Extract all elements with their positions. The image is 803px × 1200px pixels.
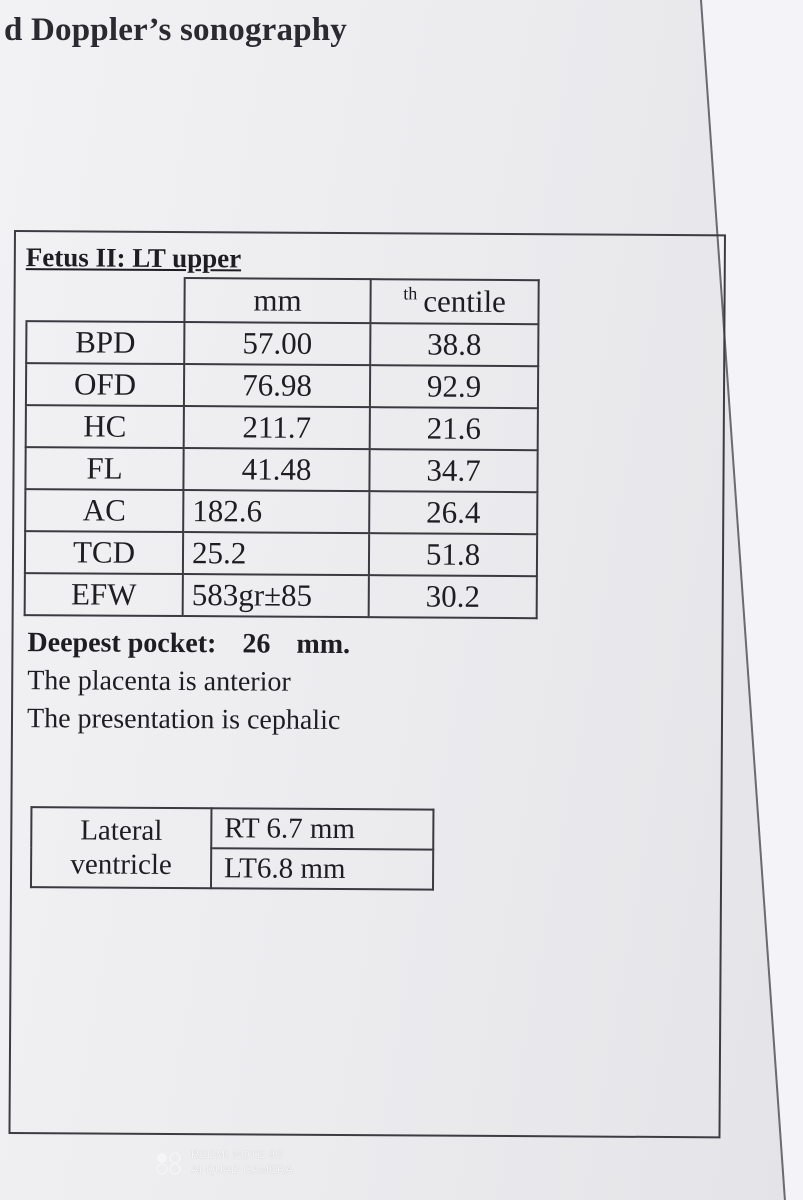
row-label: TCD <box>25 531 183 574</box>
row-centile: 30.2 <box>369 575 537 618</box>
row-label: OFD <box>26 363 184 406</box>
row-mm: 25.2 <box>183 532 369 575</box>
fetus-title: Fetus II: LT upper <box>25 242 242 274</box>
deepest-pocket-label: Deepest pocket: <box>27 627 217 660</box>
deepest-pocket-unit: mm. <box>296 628 351 661</box>
row-mm: 76.98 <box>184 364 370 407</box>
watermark-line2: AI QUAD CAMERA <box>191 1164 294 1176</box>
watermark-line1: REDMI NOTE 9S <box>191 1149 284 1161</box>
row-label: FL <box>25 447 183 490</box>
table-row <box>26 405 538 450</box>
biometry-table <box>24 276 540 619</box>
row-centile: 34.7 <box>369 449 537 492</box>
lt-ventricle-value: LT6.8 mm <box>211 848 433 889</box>
row-mm: 583gr±85 <box>183 574 369 617</box>
table-row <box>26 363 538 408</box>
presentation-note: The presentation is cephalic <box>26 703 341 737</box>
table-row <box>25 573 537 618</box>
table-row <box>25 489 537 534</box>
lateral-ventricle-label-line2: ventricle <box>70 848 172 881</box>
fetus-report-box <box>8 230 726 1138</box>
table-row <box>25 531 537 576</box>
row-centile: 92.9 <box>370 365 538 408</box>
table-row <box>31 807 433 849</box>
row-mm: 182.6 <box>183 490 369 533</box>
lateral-ventricle-label <box>31 807 211 888</box>
page-heading: d Doppler’s sonography <box>4 12 348 48</box>
row-centile: 51.8 <box>369 533 537 576</box>
row-mm: 211.7 <box>184 406 370 449</box>
row-centile: 21.6 <box>370 407 538 450</box>
header-centile <box>370 279 538 324</box>
table-row <box>25 447 537 492</box>
row-centile: 38.8 <box>370 323 538 366</box>
header-centile-sup: th <box>403 283 418 304</box>
lateral-ventricle-table <box>30 806 434 890</box>
row-label: BPD <box>26 321 184 364</box>
row-centile: 26.4 <box>369 491 537 534</box>
row-mm: 57.00 <box>184 322 370 365</box>
findings-notes <box>27 624 350 740</box>
header-empty-cell <box>26 277 184 322</box>
header-centile-label: centile <box>423 283 506 320</box>
row-label: HC <box>26 405 184 448</box>
header-mm: mm <box>184 278 370 323</box>
row-label: EFW <box>25 573 183 616</box>
row-label: AC <box>25 489 183 532</box>
row-mm: 41.48 <box>183 448 369 491</box>
table-header-row <box>26 277 538 324</box>
placenta-note: The placenta is anterior <box>27 665 291 698</box>
lateral-ventricle-label-line1: Lateral <box>80 814 163 847</box>
deepest-pocket-line <box>27 624 350 664</box>
rt-ventricle-value: RT 6.7 mm <box>211 808 433 849</box>
camera-logo-icon <box>155 1152 191 1176</box>
table-row <box>26 321 538 366</box>
deepest-pocket-value: 26 <box>242 628 271 660</box>
